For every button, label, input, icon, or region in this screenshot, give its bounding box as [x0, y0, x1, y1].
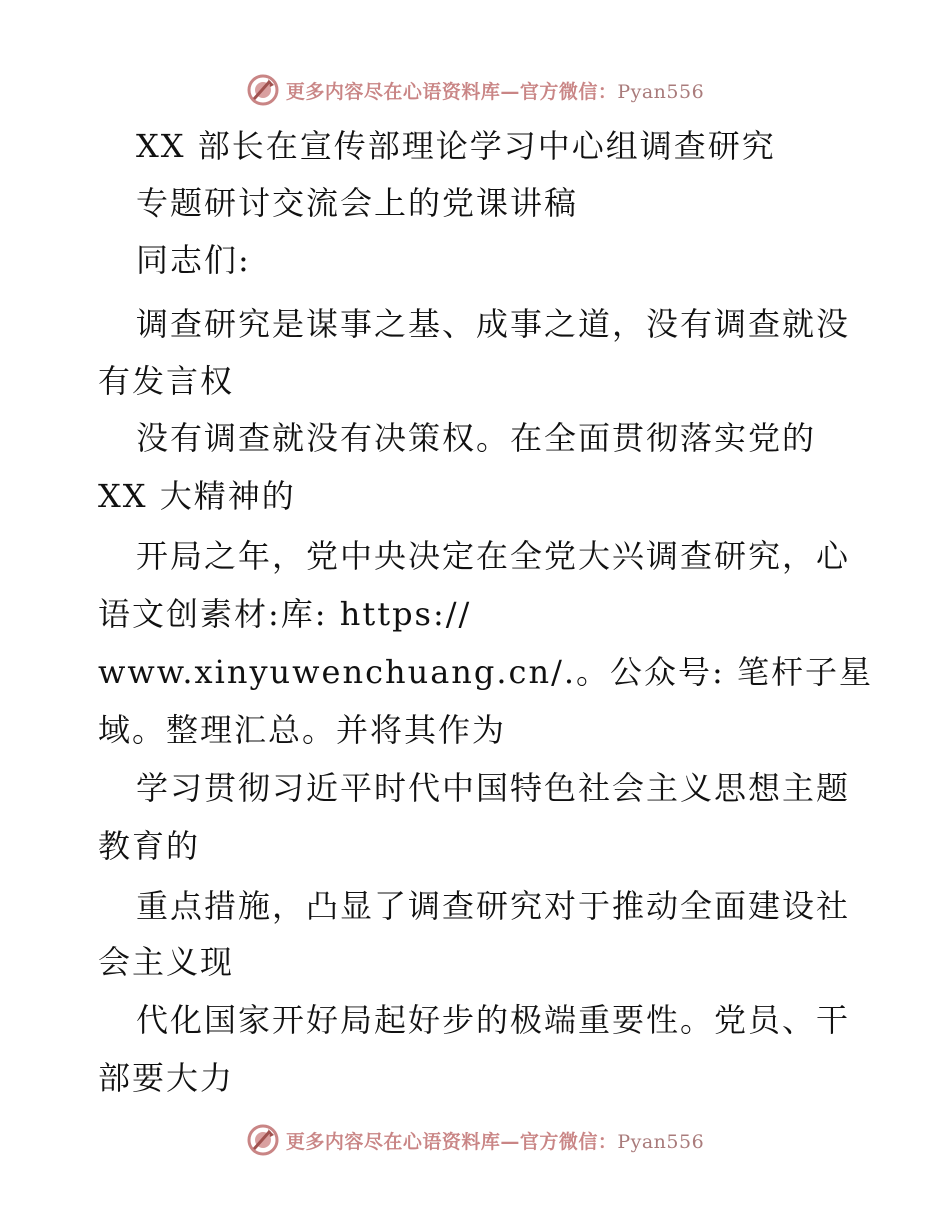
doc-text-line: 部要大力	[98, 1059, 235, 1097]
doc-text-line: 会主义现	[98, 943, 235, 981]
doc-text-line: 有发言权	[98, 362, 235, 400]
doc-text-line: 学习贯彻习近平时代中国特色社会主义思想主题	[136, 769, 851, 807]
doc-salutation: 同志们:	[136, 241, 251, 279]
footer-banner	[0, 1120, 950, 1160]
doc-text-line: 开局之年，党中央决定在全党大兴调查研究，心	[136, 537, 851, 575]
doc-title-line-2: 专题研讨交流会上的党课讲稿	[136, 184, 579, 222]
doc-text-line: www.xinyuwenchuang.cn/.。公众号: 笔杆子星	[98, 653, 873, 691]
doc-text-line: 重点措施，凸显了调查研究对于推动全面建设社	[136, 887, 851, 925]
doc-text-line: 调查研究是谋事之基、成事之道，没有调查就没	[136, 305, 851, 343]
doc-text-line: 没有调查就没有决策权。在全面贯彻落实党的	[136, 419, 817, 457]
doc-text-line: 语文创素材:库: https://	[98, 595, 472, 633]
doc-text-line: 教育的	[98, 827, 201, 865]
doc-text-line: 代化国家开好局起好步的极端重要性。党员、干	[136, 1001, 851, 1039]
doc-title-line-1: XX 部长在宣传部理论学习中心组调查研究	[136, 127, 776, 165]
footer-banner-text: 更多内容尽在心语资料库—官方微信：Pyan556	[285, 1130, 705, 1153]
brand-logo-icon	[246, 1123, 280, 1157]
brand-logo-icon	[246, 73, 280, 107]
header-banner	[0, 70, 950, 110]
doc-text-line: XX 大精神的	[98, 477, 296, 515]
header-banner-text: 更多内容尽在心语资料库—官方微信：Pyan556	[285, 80, 705, 103]
doc-text-line: 域。整理汇总。并将其作为	[98, 711, 507, 749]
